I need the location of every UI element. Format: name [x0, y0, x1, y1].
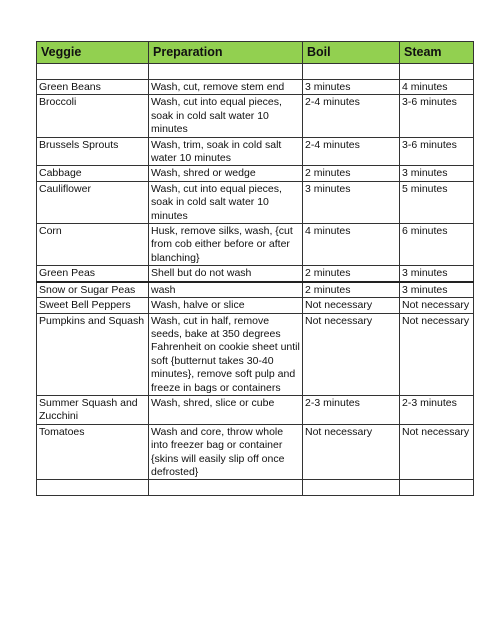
steam-cell: 4 minutes: [400, 80, 474, 95]
veggie-cell: Brussels Sprouts: [37, 137, 149, 166]
steam-cell: Not necessary: [400, 313, 474, 395]
header-row: [37, 42, 474, 64]
table-row: [37, 166, 474, 181]
table-row: [37, 181, 474, 223]
boil-cell: Not necessary: [303, 424, 400, 480]
veggie-cell: Snow or Sugar Peas: [37, 282, 149, 298]
header-steam: Steam: [400, 42, 474, 64]
boil-cell: 2-4 minutes: [303, 95, 400, 137]
steam-cell: [400, 64, 474, 80]
preparation-cell: Wash, cut into equal pieces, soak in cold salt water 10 minutes: [149, 95, 303, 137]
preparation-cell: Wash, halve or slice: [149, 298, 303, 313]
steam-cell: 5 minutes: [400, 181, 474, 223]
table-row: [37, 395, 474, 424]
veggie-cell: Sweet Bell Peppers: [37, 298, 149, 313]
preparation-cell: Wash, trim, soak in cold salt water 10 minutes: [149, 137, 303, 166]
table-row: [37, 266, 474, 282]
boil-cell: [303, 64, 400, 80]
preparation-cell: Wash, cut into equal pieces, soak in cold salt water 10 minutes: [149, 181, 303, 223]
veggie-cell: Summer Squash and Zucchini: [37, 395, 149, 424]
preparation-cell: wash: [149, 282, 303, 298]
veggie-cell: Corn: [37, 224, 149, 266]
steam-cell: Not necessary: [400, 424, 474, 480]
table-row: [37, 137, 474, 166]
preparation-cell: Wash and core, throw whole into freezer bag or container {skins will easily slip off once defrosted}: [149, 424, 303, 480]
boil-cell: 2-4 minutes: [303, 137, 400, 166]
table-row: [37, 424, 474, 480]
table-row: [37, 480, 474, 496]
boil-cell: 4 minutes: [303, 224, 400, 266]
steam-cell: 3-6 minutes: [400, 137, 474, 166]
steam-cell: Not necessary: [400, 298, 474, 313]
table-row: [37, 224, 474, 266]
blanching-table: [36, 41, 474, 496]
veggie-cell: Green Peas: [37, 266, 149, 282]
preparation-cell: Shell but do not wash: [149, 266, 303, 282]
veggie-cell: [37, 480, 149, 496]
boil-cell: 2-3 minutes: [303, 395, 400, 424]
veggie-cell: Cauliflower: [37, 181, 149, 223]
steam-cell: 2-3 minutes: [400, 395, 474, 424]
boil-cell: Not necessary: [303, 313, 400, 395]
table-row: [37, 298, 474, 313]
veggie-cell: Tomatoes: [37, 424, 149, 480]
preparation-cell: Wash, cut in half, remove seeds, bake at 350 degrees Fahrenheit on cookie sheet until soft {butternut takes 30-40 minutes}, remove soft pulp and freeze in bags or containers: [149, 313, 303, 395]
header-veggie: Veggie: [37, 42, 149, 64]
table-row: [37, 282, 474, 298]
preparation-cell: [149, 480, 303, 496]
boil-cell: Not necessary: [303, 298, 400, 313]
veggie-cell: Broccoli: [37, 95, 149, 137]
veggie-cell: Cabbage: [37, 166, 149, 181]
steam-cell: [400, 480, 474, 496]
preparation-cell: [149, 64, 303, 80]
preparation-cell: Wash, shred, slice or cube: [149, 395, 303, 424]
table-row: [37, 64, 474, 80]
header-preparation: Preparation: [149, 42, 303, 64]
boil-cell: 2 minutes: [303, 166, 400, 181]
boil-cell: 3 minutes: [303, 80, 400, 95]
steam-cell: 3-6 minutes: [400, 95, 474, 137]
boil-cell: 2 minutes: [303, 282, 400, 298]
veggie-cell: Pumpkins and Squash: [37, 313, 149, 395]
steam-cell: 3 minutes: [400, 166, 474, 181]
preparation-cell: Wash, cut, remove stem end: [149, 80, 303, 95]
steam-cell: 3 minutes: [400, 266, 474, 282]
preparation-cell: Wash, shred or wedge: [149, 166, 303, 181]
table-row: [37, 80, 474, 95]
boil-cell: 2 minutes: [303, 266, 400, 282]
veggie-cell: Green Beans: [37, 80, 149, 95]
blanching-table-container: [36, 41, 473, 496]
boil-cell: [303, 480, 400, 496]
veggie-cell: [37, 64, 149, 80]
steam-cell: 3 minutes: [400, 282, 474, 298]
table-row: [37, 313, 474, 395]
steam-cell: 6 minutes: [400, 224, 474, 266]
preparation-cell: Husk, remove silks, wash, {cut from cob either before or after blanching}: [149, 224, 303, 266]
header-boil: Boil: [303, 42, 400, 64]
table-row: [37, 95, 474, 137]
boil-cell: 3 minutes: [303, 181, 400, 223]
